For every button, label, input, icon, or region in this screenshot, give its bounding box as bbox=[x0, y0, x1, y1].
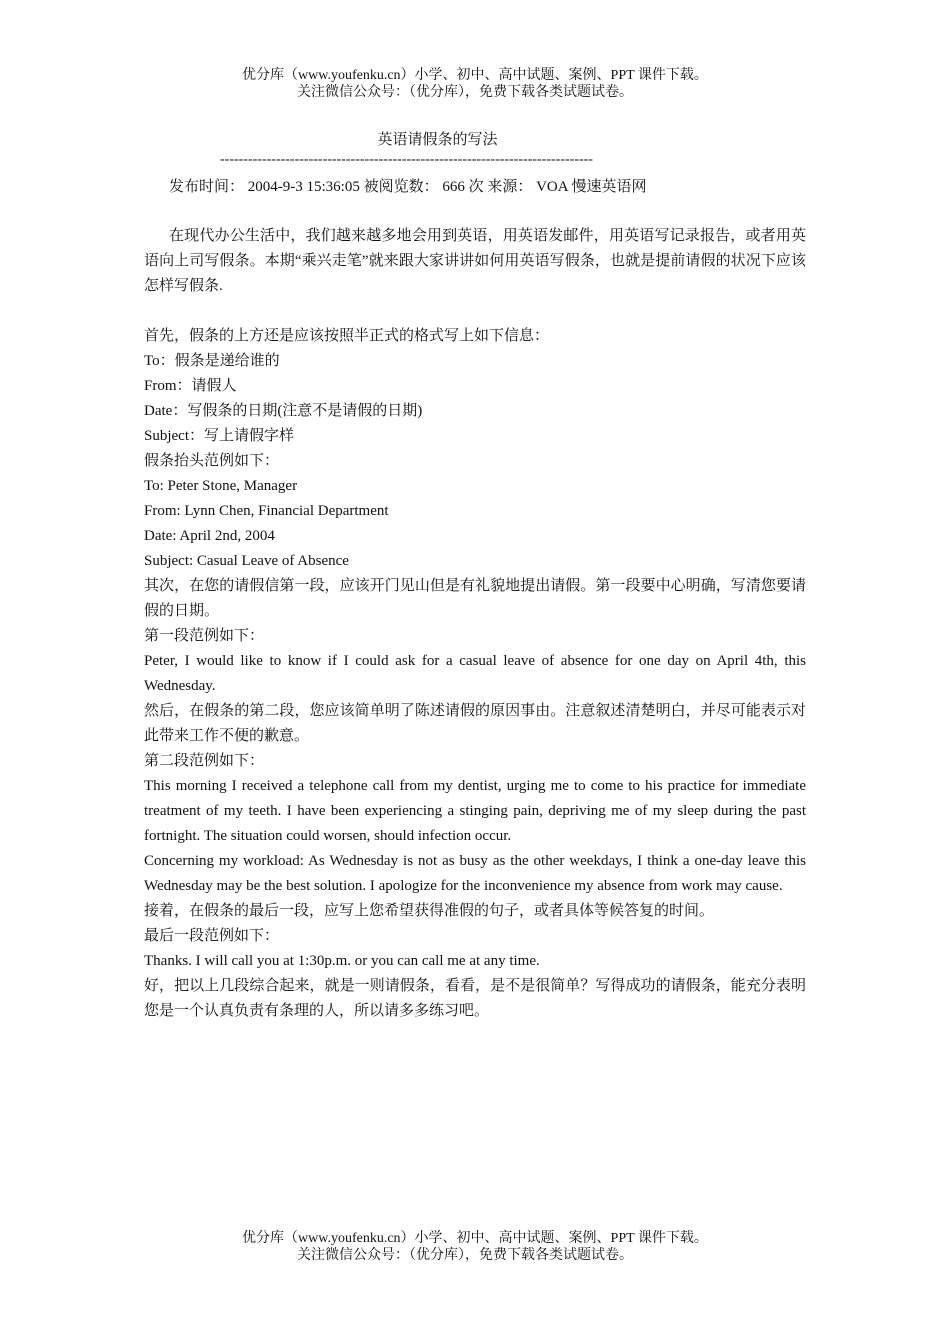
second-paragraph-guide: 然后，在假条的第二段，您应该简单明了陈述请假的原因事由。注意叙述清楚明白，并尽可能表示对此带来工作不便的歉意。 bbox=[144, 703, 806, 744]
article-body bbox=[144, 224, 806, 1024]
first-example-label: 第一段范例如下： bbox=[144, 628, 265, 644]
footer-line-2: 关注微信公众号：（优分库），免费下载各类试题试卷。 bbox=[297, 1248, 633, 1263]
last-paragraph-guide: 接着，在假条的最后一段，应写上您希望获得准假的句子，或者具体等候答复的时间。 bbox=[144, 903, 715, 919]
second-example-text-b: Concerning my workload: As Wednesday is not as busy as the other weekdays, I think a one-day leave this Wednesday may be the best solution. I apologize for the inconvenience my absence from work may cause. bbox=[144, 853, 806, 894]
format-paragraph: 首先，假条的上方还是应该按照半正式的格式写上如下信息： bbox=[144, 328, 550, 344]
article-title: 英语请假条的写法 bbox=[377, 132, 498, 148]
title-divider: -------------------------------------------------------------------------------- bbox=[220, 152, 593, 167]
example-subject-line: Subject: Casual Leave of Absence bbox=[144, 553, 349, 569]
paragraph-gap bbox=[144, 299, 806, 324]
header-line-2: 关注微信公众号：（优分库），免费下载各类试题试卷。 bbox=[297, 85, 633, 100]
example-to-line: To: Peter Stone, Manager bbox=[144, 478, 298, 494]
conclusion-paragraph: 好，把以上几段综合起来，就是一则请假条，看看，是不是很简单？写得成功的请假条，能充分表明您是一个认真负责有条理的人，所以请多多练习吧。 bbox=[144, 978, 806, 1019]
format-subject-line: Subject：写上请假字样 bbox=[144, 428, 294, 444]
example-date-line: Date: April 2nd, 2004 bbox=[144, 528, 275, 544]
second-example-text-a: This morning I received a telephone call from my dentist, urging me to come to his practice for immediate treatment of my teeth. I have been experiencing a stinging pain, depriving me of my sleep during the past fortnight. The situation could worsen, should infection occur. bbox=[144, 778, 806, 844]
page-header bbox=[0, 67, 950, 101]
first-example-text: Peter, I would like to know if I could ask for a casual leave of absence for one day on April 4th, this Wednesday. bbox=[144, 653, 806, 694]
header-line-1: 优分库（www.youfenku.cn）小学、初中、高中试题、案例、PPT 课件下载。 bbox=[242, 68, 708, 83]
page-footer bbox=[0, 1230, 950, 1264]
second-example-label: 第二段范例如下： bbox=[144, 753, 265, 769]
last-example-label: 最后一段范例如下： bbox=[144, 928, 280, 944]
first-paragraph-guide: 其次，在您的请假信第一段，应该开门见山但是有礼貌地提出请假。第一段要中心明确，写清您要请假的日期。 bbox=[144, 578, 806, 619]
header-example-label: 假条抬头范例如下： bbox=[144, 453, 280, 469]
format-from-line: From：请假人 bbox=[144, 378, 237, 394]
intro-paragraph: 在现代办公生活中，我们越来越多地会用到英语，用英语发邮件，用英语写记录报告，或者用英语向上司写假条。本期“乘兴走笔”就来跟大家讲讲如何用英语写假条，也就是提前请假的状况下应该怎样写假条. bbox=[144, 228, 806, 294]
article-meta: 发布时间： 2004-9-3 15:36:05 被阅览数： 666 次 来源： VOA 慢速英语网 bbox=[169, 179, 647, 195]
format-date-line: Date：写假条的日期(注意不是请假的日期) bbox=[144, 403, 423, 419]
footer-line-1: 优分库（www.youfenku.cn）小学、初中、高中试题、案例、PPT 课件下载。 bbox=[242, 1231, 708, 1246]
format-to-line: To：假条是递给谁的 bbox=[144, 353, 280, 369]
example-from-line: From: Lynn Chen, Financial Department bbox=[144, 503, 389, 519]
last-example-text: Thanks. I will call you at 1:30p.m. or you can call me at any time. bbox=[144, 953, 540, 969]
